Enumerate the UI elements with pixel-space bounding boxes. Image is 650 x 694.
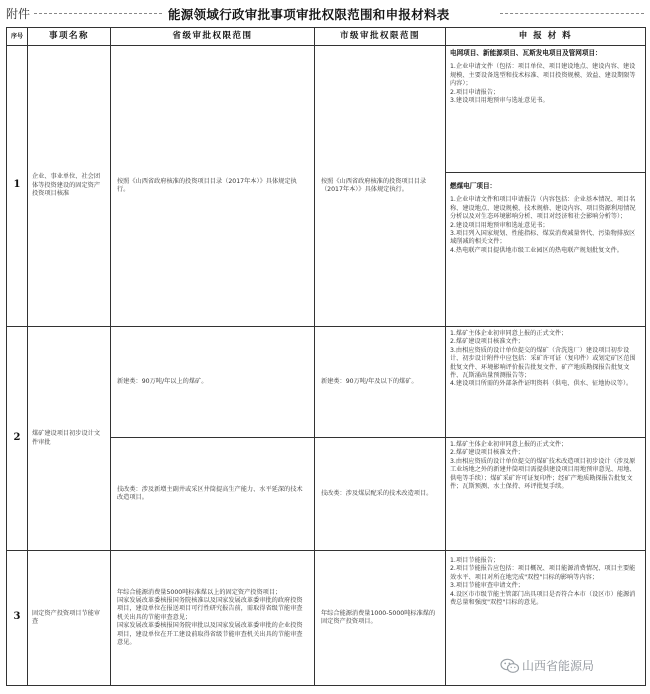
table-header-row xyxy=(7,28,646,46)
materials-cell xyxy=(446,327,646,438)
document-title: 能源领域行政审批事项审批权限范围和申报材料表 xyxy=(168,7,450,22)
materials-subtitle: 燃煤电厂项目： xyxy=(450,182,497,190)
materials-line: 2.项目节能报告应包括：项目概况、项目能源消费情况、项目主要能效水平、项目对所在地完成"双控"目标的影响等内容； xyxy=(450,565,636,581)
materials-line: 3.项目节能审查申请文件； xyxy=(450,582,524,590)
header-divider-left xyxy=(34,13,162,14)
materials-line: 1.企业申请文件（包括：项目单位、项目建设地点、建设内容、建设规模、主要设备选型和技术标准、项目投资规模、效益、建设期限等内容）； xyxy=(450,63,636,88)
materials-line: 4.建设项目所需的外部条件证明资料（供电、供水、征地协议等）。 xyxy=(450,380,633,388)
col-header-municipal: 市级审批权限范围 xyxy=(315,28,446,46)
materials-line: 2.煤矿建设项目核准文件； xyxy=(450,449,524,457)
item-name: 煤矿建设项目初步设计文件审批 xyxy=(28,327,111,551)
materials-line: 3.建设项目用地预审与选址意见书。 xyxy=(450,97,549,105)
materials-line: 4.设区市市级节能主管部门出具项目是否符合本市（设区市）能源消费总量和强度"双控"目标的意见。 xyxy=(450,590,636,607)
materials-line: 4.热电联产项目提供地市级工业园区的热电联产规划批复文件。 xyxy=(450,246,623,254)
municipal-scope: 技改类：涉及煤层配采的技术改造项目。 xyxy=(315,438,446,551)
municipal-scope: 年综合能源消费量1000-5000吨标准煤的固定资产投资项目。 xyxy=(315,551,446,686)
materials-line: 3.由相应资质的设计单位提交的煤矿技术改造项目初步设计（涉及原工业场地之外的新建井筒项目需提供建设项目用地预审意见、用地、供电等手续）；煤矿采矿许可证复印件；经矿产地质勘探报告批复文件；瓦斯预测、水土保持、环评批复手续。 xyxy=(450,457,636,491)
materials-line: 2.项目申请报告； xyxy=(450,88,500,96)
row-number: 2 xyxy=(7,327,28,551)
attachment-label: 附件 xyxy=(6,7,31,21)
provincial-scope: 技改类：涉及新增主副井或采区井筒提高生产能力、水平延深的技术改造项目。 xyxy=(111,438,315,551)
provincial-line: 国家发展改革委核报国务院核准以及国家发展改革委审批的政府投资项目，建设单位在报送项目可行性研究报告前，需取得省级节能审查机关出具的节能审查意见； xyxy=(117,596,303,621)
col-header-materials: 申 报 材 料 xyxy=(446,28,646,46)
item-name: 固定资产投资项目节能审查 xyxy=(28,551,111,686)
materials-block-coal-power xyxy=(446,173,645,258)
item-name: 企业、事业单位、社会团体等投资建设的固定资产投资项目核准 xyxy=(28,46,111,327)
provincial-scope xyxy=(111,551,315,686)
municipal-scope: 按照《山西省政府核准的投资项目目录（2017年本）》具体规定执行。 xyxy=(315,46,446,327)
header-divider-right xyxy=(500,13,644,14)
provincial-scope: 按照《山西省政府核准的投资项目目录（2017年本）》具体规定执行。 xyxy=(111,46,315,327)
materials-line: 3.由相应资质的设计单位提交的煤矿（含洗选厂）建设项目初步设计、初步设计附件中应包括：采矿许可证（复印件）或划定矿区范围批复文件、环境影响评价报告批复文件、矿产地质勘探报告批复文件、瓦斯涌出量预测报告等； xyxy=(450,346,636,380)
materials-subtitle: 电网项目、新能源项目、瓦斯发电项目及管网项目： xyxy=(450,49,602,57)
materials-line: 3.项目列入国家规划、性能指标、煤炭消费减量替代、污染物排放区域削减的相关文件； xyxy=(450,230,636,246)
wechat-icon xyxy=(500,658,520,674)
materials-cell xyxy=(446,438,646,551)
table-row xyxy=(7,327,646,438)
materials-line: 1.企业申请文件和项目申请报告（内容包括：企业基本情况、项目名称、建设地点、建设规模、技术规格、建设内容、项目资源利用情况分析以及对生态环境影响分析、项目对经济和社会影响分析等）； xyxy=(450,196,636,221)
col-header-seq xyxy=(7,28,28,46)
provincial-line: 年综合能源消费量5000吨标准煤以上的固定资产投资项目； xyxy=(117,588,282,596)
provincial-scope: 新建类：90万吨/年以上的煤矿。 xyxy=(111,327,315,438)
row-number: 1 xyxy=(7,46,28,327)
approval-table xyxy=(6,27,646,686)
col-header-provincial: 省级审批权限范围 xyxy=(111,28,315,46)
provincial-line: 国家发展改革委核报国务院审批以及国家发展改革委审批的企业投资项目，建设单位在开工建设前取得省级节能审查机关出具的节能审查意见。 xyxy=(117,622,303,647)
col-header-seq-label: 序号 xyxy=(10,32,23,40)
materials-line: 1.煤矿主体企业初审同意上报的正式文件； xyxy=(450,330,568,337)
row-number: 3 xyxy=(7,551,28,686)
materials-line: 2.煤矿建设项目核准文件； xyxy=(450,338,524,346)
col-header-item-name: 事项名称 xyxy=(28,28,111,46)
watermark xyxy=(500,654,640,680)
materials-line: 1.项目节能报告； xyxy=(450,557,500,564)
watermark-text: 山西省能源局 xyxy=(522,659,595,673)
materials-line: 1.煤矿主体企业初审同意上报的正式文件； xyxy=(450,441,568,448)
materials-block-grid xyxy=(446,46,645,173)
materials-line: 2.建设项目用地预审和选址意见书； xyxy=(450,221,549,229)
municipal-scope: 新建类：90万吨/年及以下的煤矿。 xyxy=(315,327,446,438)
table-row xyxy=(7,46,646,327)
materials-cell xyxy=(446,46,646,327)
document-header xyxy=(0,0,650,26)
